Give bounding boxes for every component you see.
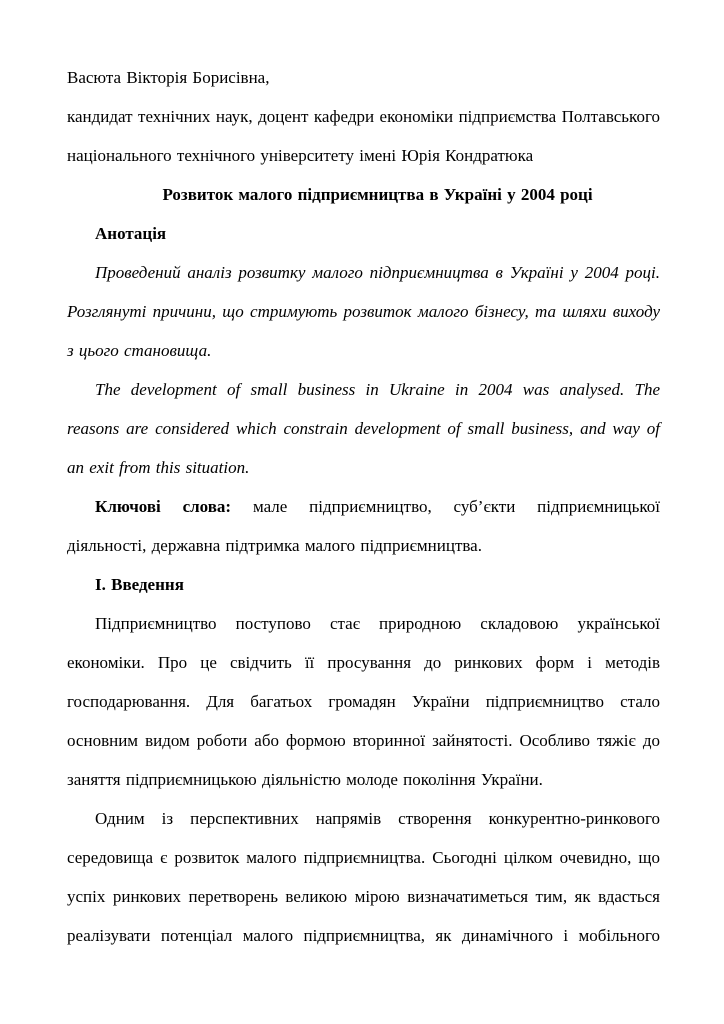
keywords-paragraph (67, 487, 660, 565)
author-name: Васюта Вікторія Борисівна, (67, 68, 270, 87)
abstract-heading: Анотація (95, 224, 167, 243)
section-heading-introduction: І. Введення (95, 575, 184, 594)
author-affiliation: кандидат технічних наук, доцент кафедри економіки підприємства Полтавського національного технічного університету імені Юрія Кондратюка (67, 107, 660, 165)
intro-paragraph-2: Одним із перспективних напрямів створення конкурентно-ринкового середовища є розвиток малого підприємництва. Сьогодні цілком очевидно, що успіх ринкових перетворень великою мірою визначатиметься тим, як вдасться реалізувати потенціал малого підприємництва, як динамічного і мобільного (67, 809, 660, 945)
article-title: Розвиток малого підприємництва в Україні у 2004 році (162, 185, 593, 204)
keywords-text: мале підприємництво, суб’єкти підприємницької діяльності, державна підтримка малого підприємництва. (67, 497, 661, 555)
abstract-ukrainian: Проведений аналіз розвитку малого підприємництва в Україні у 2004 році. Розглянуті причини, що стримують розвиток малого бізнесу, та шляхи виходу з цього становища. (67, 263, 660, 360)
keywords-label: Ключові слова: (95, 497, 232, 516)
abstract-english: The development of small business in Ukraine in 2004 was analysed. The reasons are considered which constrain development of small business, and way of an exit from this situation. (67, 380, 660, 477)
intro-paragraph-1: Підприємництво поступово стає природною складовою української економіки. Про це свідчить її просування до ринкових форм і методів господарювання. Для багатьох громадян України підприємництво стало основним видом роботи або формою вторинної зайнятості. Особливо тяжіє до заняття підприємницькою діяльністю молоде покоління України. (67, 614, 660, 789)
